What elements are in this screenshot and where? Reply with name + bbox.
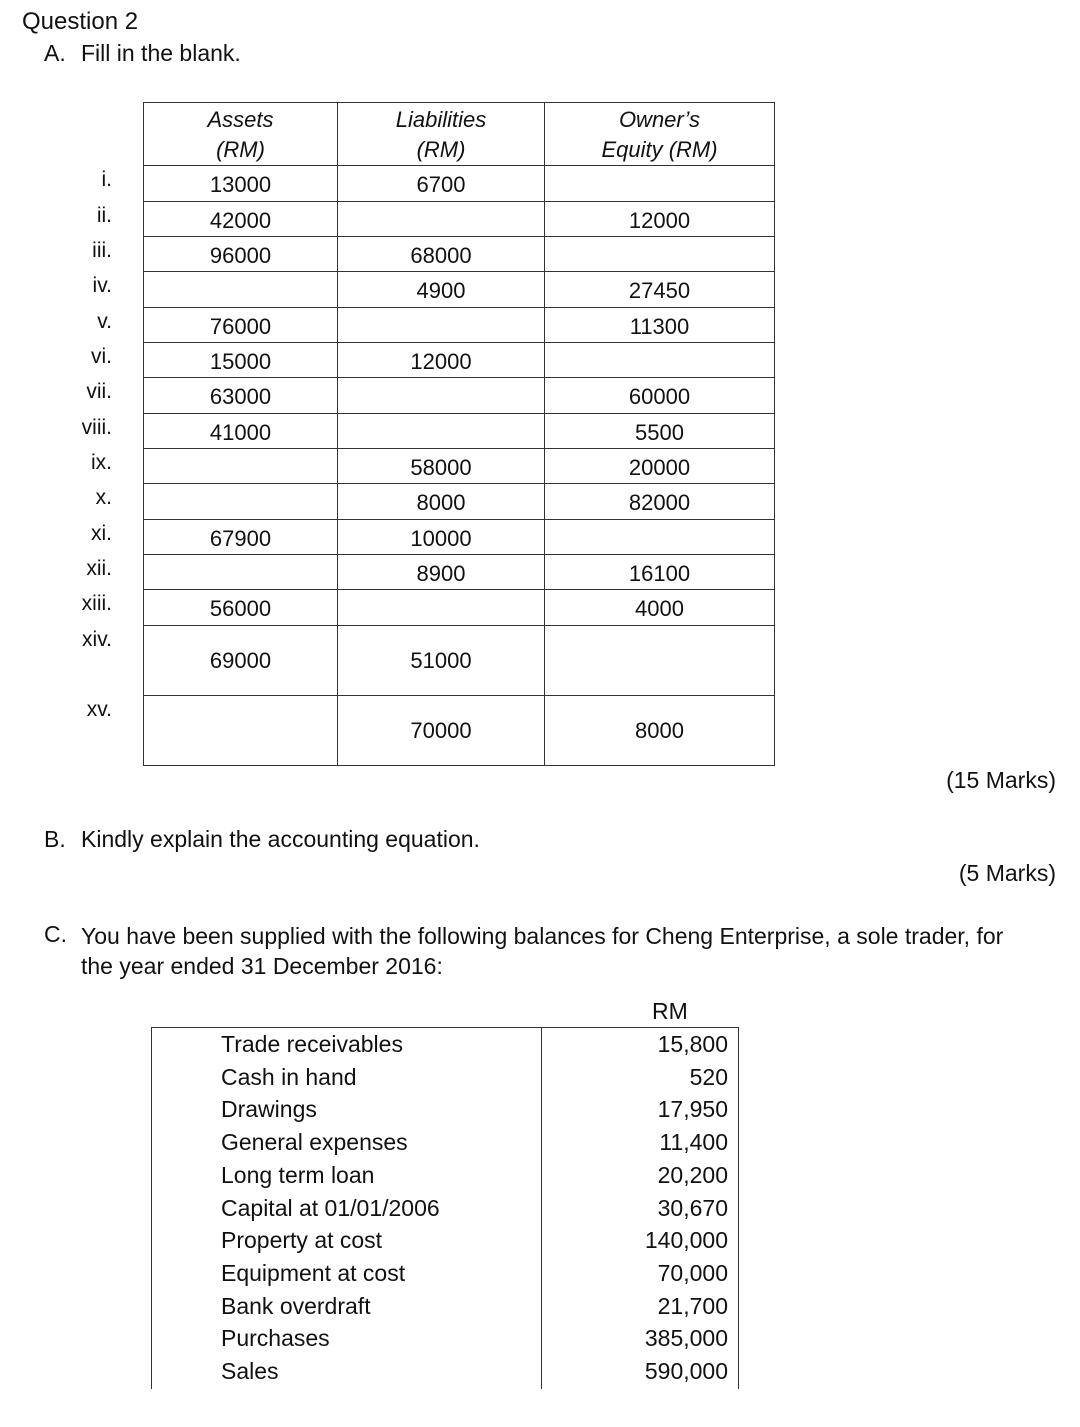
rm-column-header: RM [652, 998, 688, 1024]
part-c-line1: You have been supplied with the following balances for Cheng Enterprise, a sole trader, for [81, 923, 1004, 949]
cell-liabilities: 10000 [338, 520, 545, 555]
header-assets: Assets (RM) [144, 103, 338, 166]
cell-equity: 5500 [545, 414, 775, 449]
balance-item-value: 70,000 [657, 1259, 728, 1286]
cell-equity [545, 166, 775, 202]
row-label: xv. [86, 698, 112, 721]
row-label: ii. [96, 204, 112, 227]
cell-equity: 16100 [545, 555, 775, 590]
cell-liabilities: 4900 [338, 272, 545, 308]
balance-item-name: Cash in hand [221, 1063, 357, 1090]
cell-assets: 13000 [144, 166, 338, 202]
cell-assets: 67900 [144, 520, 338, 555]
cell-equity: 8000 [545, 696, 775, 766]
cell-assets [144, 484, 338, 520]
row-label: viii. [81, 416, 112, 439]
row-label: ix. [91, 451, 112, 474]
balance-item-value: 11,400 [659, 1129, 728, 1156]
part-a-marks: (15 Marks) [946, 767, 1056, 793]
cell-liabilities [338, 414, 545, 449]
table-row [144, 343, 775, 378]
header-owners-equity: Owner’s Equity (RM) [545, 103, 775, 166]
cell-liabilities [338, 590, 545, 626]
balance-item-name: Bank overdraft [221, 1292, 371, 1319]
table-row [144, 555, 775, 590]
question-title: Question 2 [22, 8, 139, 35]
table-row [144, 626, 775, 696]
row-label: vi. [91, 345, 112, 368]
row-label: v. [97, 310, 112, 333]
balances-table-right-border [738, 1028, 739, 1389]
cell-assets: 41000 [144, 414, 338, 449]
cell-liabilities: 58000 [338, 449, 545, 484]
part-a-instruction: Fill in the blank. [81, 40, 241, 66]
cell-equity: 11300 [545, 308, 775, 343]
balance-item-value: 20,200 [657, 1161, 728, 1188]
table-row [144, 202, 775, 237]
cell-assets: 56000 [144, 590, 338, 626]
cell-equity: 27450 [545, 272, 775, 308]
balance-item-name: Property at cost [221, 1227, 383, 1254]
balance-item-value: 140,000 [644, 1227, 728, 1254]
cell-equity: 12000 [545, 202, 775, 237]
balance-item-value: 385,000 [644, 1325, 728, 1352]
table-row [144, 590, 775, 626]
balance-item-value: 21,700 [657, 1292, 728, 1319]
balances-table-mid-border [541, 1028, 542, 1389]
part-c-letter: C. [44, 921, 67, 947]
cell-equity: 4000 [545, 590, 775, 626]
cell-assets [144, 696, 338, 766]
balance-item-name: Trade receivables [221, 1031, 403, 1057]
balance-item-value: 30,670 [657, 1194, 728, 1221]
cell-assets: 76000 [144, 308, 338, 343]
table-row [144, 414, 775, 449]
table-row [144, 696, 775, 766]
row-label: vii. [86, 380, 112, 403]
balance-item-name: Capital at 01/01/2006 [221, 1194, 440, 1221]
cell-liabilities [338, 378, 545, 414]
balance-item-name: Sales [221, 1358, 279, 1384]
balance-item-value: 520 [689, 1063, 728, 1090]
balance-item-name: Drawings [221, 1096, 317, 1123]
cell-assets: 69000 [144, 626, 338, 696]
part-a-letter: A. [44, 40, 66, 66]
cell-equity: 60000 [545, 378, 775, 414]
cell-equity [545, 237, 775, 272]
row-label: xi. [91, 522, 112, 545]
row-label: x. [95, 486, 112, 509]
row-label: iv. [92, 274, 112, 297]
table-row [144, 449, 775, 484]
cell-liabilities [338, 308, 545, 343]
cell-liabilities: 6700 [338, 166, 545, 202]
balance-item-name: Purchases [221, 1325, 330, 1352]
cell-assets [144, 272, 338, 308]
cell-assets: 42000 [144, 202, 338, 237]
balance-item-value: 15,800 [657, 1031, 728, 1057]
cell-equity [545, 626, 775, 696]
cell-liabilities [338, 202, 545, 237]
cell-assets: 63000 [144, 378, 338, 414]
part-b-text: Kindly explain the accounting equation. [81, 826, 480, 852]
cell-assets: 96000 [144, 237, 338, 272]
part-b-marks: (5 Marks) [958, 860, 1056, 886]
table-row [144, 237, 775, 272]
balance-item-name: Equipment at cost [221, 1259, 406, 1286]
cell-liabilities: 68000 [338, 237, 545, 272]
row-label: iii. [92, 239, 112, 262]
balance-item-value: 590,000 [644, 1358, 728, 1384]
cell-liabilities: 51000 [338, 626, 545, 696]
header-liabilities: Liabilities (RM) [338, 103, 545, 166]
cell-equity: 82000 [545, 484, 775, 520]
cell-liabilities: 8900 [338, 555, 545, 590]
table-row [144, 272, 775, 308]
table-row [144, 308, 775, 343]
part-b-letter: B. [44, 826, 66, 852]
part-c-line2: the year ended 31 December 2016: [81, 953, 443, 979]
cell-equity: 20000 [545, 449, 775, 484]
table-row [144, 520, 775, 555]
part-c-text [81, 921, 1003, 981]
cell-assets: 15000 [144, 343, 338, 378]
cell-liabilities: 70000 [338, 696, 545, 766]
row-label: xiv. [82, 628, 112, 651]
cell-assets [144, 555, 338, 590]
balances-table-left-border [151, 1028, 152, 1389]
cell-equity [545, 343, 775, 378]
cell-liabilities: 8000 [338, 484, 545, 520]
row-label: xii. [86, 557, 112, 580]
table-row [144, 378, 775, 414]
balance-item-name: General expenses [221, 1129, 408, 1156]
balance-item-value: 17,950 [657, 1096, 728, 1123]
cell-assets [144, 449, 338, 484]
balance-item-name: Long term loan [221, 1161, 375, 1188]
cell-liabilities: 12000 [338, 343, 545, 378]
row-label: xiii. [81, 592, 112, 615]
accounting-equation-table [143, 102, 775, 766]
cell-equity [545, 520, 775, 555]
table-row [144, 166, 775, 202]
row-label: i. [101, 168, 112, 191]
table-row [144, 484, 775, 520]
